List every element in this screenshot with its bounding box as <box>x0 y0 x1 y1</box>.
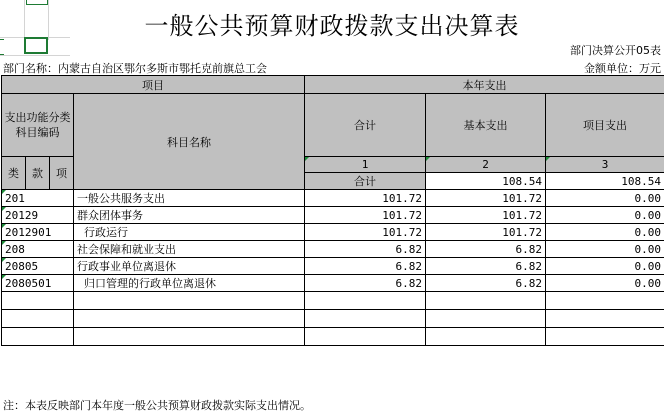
header-xiang: 项 <box>50 157 74 190</box>
table-row <box>2 258 664 275</box>
row-total[interactable]: 6.82 <box>305 241 426 258</box>
row-code[interactable]: 201 <box>2 190 74 207</box>
header-current-year: 本年支出 <box>305 76 664 94</box>
column-number-1: 1 <box>305 157 426 173</box>
empty-cell[interactable] <box>2 328 74 346</box>
row-basic[interactable]: 101.72 <box>426 207 546 224</box>
total-label: 合计 <box>305 173 426 190</box>
row-name[interactable]: 行政运行 <box>74 224 305 241</box>
empty-cell[interactable] <box>74 328 305 346</box>
row-name[interactable]: 群众团体事务 <box>74 207 305 224</box>
column-number-2: 2 <box>426 157 546 173</box>
row-total[interactable]: 6.82 <box>305 258 426 275</box>
table-row <box>2 241 664 258</box>
row-name[interactable]: 行政事业单位离退休 <box>74 258 305 275</box>
header-lei: 类 <box>2 157 26 190</box>
row-name[interactable]: 一般公共服务支出 <box>74 190 305 207</box>
row-code[interactable]: 2080501 <box>2 275 74 292</box>
column-header-indicator <box>26 0 48 5</box>
empty-cell[interactable] <box>546 292 664 310</box>
header-code-label: 支出功能分类科目编码 <box>2 94 74 157</box>
header-col-total: 合计 <box>305 94 426 157</box>
header-name-label: 科目名称 <box>74 94 305 190</box>
table-note: 注：本表反映部门本年度一般公共预算财政拨款实际支出情况。 <box>3 397 311 413</box>
form-code: 部门决算公开05表 <box>570 42 661 58</box>
row-project[interactable]: 0.00 <box>546 207 664 224</box>
table-row <box>2 207 664 224</box>
row-project[interactable]: 0.00 <box>546 275 664 292</box>
empty-cell[interactable] <box>74 292 305 310</box>
row-total[interactable]: 101.72 <box>305 190 426 207</box>
row-basic[interactable]: 6.82 <box>426 241 546 258</box>
table-row <box>2 224 664 241</box>
row-basic[interactable]: 6.82 <box>426 275 546 292</box>
table-row <box>2 190 664 207</box>
row-project[interactable]: 0.00 <box>546 241 664 258</box>
empty-cell[interactable] <box>426 310 546 328</box>
row-total[interactable]: 101.72 <box>305 224 426 241</box>
row-basic[interactable]: 101.72 <box>426 224 546 241</box>
row-code[interactable]: 208 <box>2 241 74 258</box>
page-title: 一般公共预算财政拨款支出决算表 <box>0 6 664 41</box>
row-project[interactable]: 0.00 <box>546 190 664 207</box>
header-kuan: 款 <box>26 157 50 190</box>
grid-line <box>0 55 70 56</box>
empty-row <box>2 292 664 310</box>
row-name[interactable]: 社会保障和就业支出 <box>74 241 305 258</box>
row-code[interactable]: 20129 <box>2 207 74 224</box>
empty-cell[interactable] <box>305 328 426 346</box>
empty-cell[interactable] <box>2 310 74 328</box>
row-total[interactable]: 6.82 <box>305 275 426 292</box>
empty-row <box>2 328 664 346</box>
row-basic[interactable]: 101.72 <box>426 190 546 207</box>
unit-label: 金额单位：万元 <box>584 60 661 76</box>
total-basic[interactable]: 108.54 <box>546 173 664 190</box>
row-basic[interactable]: 6.82 <box>426 258 546 275</box>
row-project[interactable]: 0.00 <box>546 224 664 241</box>
department-name: 部门名称：内蒙古自治区鄂尔多斯市鄂托克前旗总工会 <box>3 60 267 76</box>
empty-cell[interactable] <box>2 292 74 310</box>
empty-cell[interactable] <box>74 310 305 328</box>
total-amount[interactable]: 108.54 <box>426 173 546 190</box>
empty-cell[interactable] <box>426 292 546 310</box>
row-header-indicator <box>0 39 4 55</box>
empty-cell[interactable] <box>305 292 426 310</box>
empty-cell[interactable] <box>305 310 426 328</box>
row-total[interactable]: 101.72 <box>305 207 426 224</box>
table-row <box>2 275 664 292</box>
header-col-basic: 基本支出 <box>426 94 546 157</box>
empty-cell[interactable] <box>546 310 664 328</box>
header-col-project: 项目支出 <box>546 94 664 157</box>
row-project[interactable]: 0.00 <box>546 258 664 275</box>
empty-row <box>2 310 664 328</box>
expenditure-table <box>1 75 664 346</box>
row-code[interactable]: 2012901 <box>2 224 74 241</box>
empty-cell[interactable] <box>426 328 546 346</box>
empty-cell[interactable] <box>546 328 664 346</box>
column-number-3: 3 <box>546 157 664 173</box>
row-name[interactable]: 归口管理的行政单位离退休 <box>74 275 305 292</box>
row-code[interactable]: 20805 <box>2 258 74 275</box>
header-item: 项目 <box>2 76 305 94</box>
